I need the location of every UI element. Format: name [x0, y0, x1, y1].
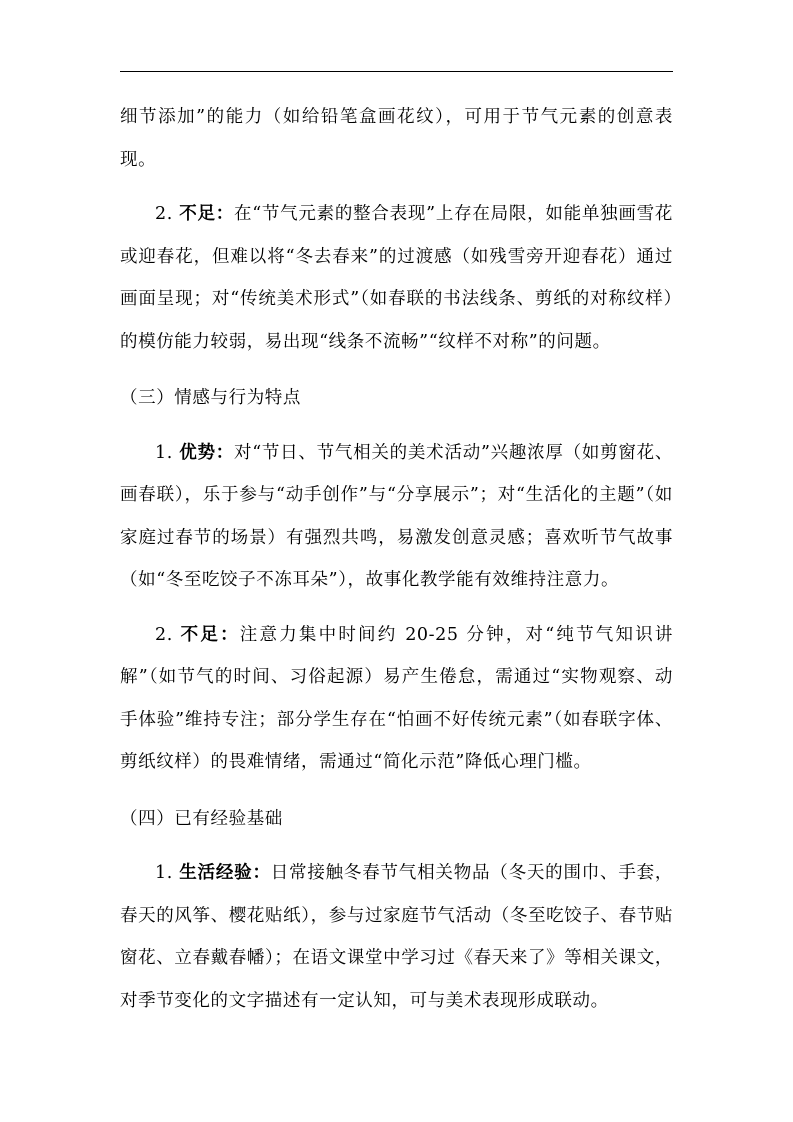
paragraph-shortcoming-emotion	[120, 614, 673, 784]
item-lead: 优势：	[179, 442, 234, 463]
item-text: 在“节气元素的整合表现”上存在局限，如能单独画雪花或迎春花，但难以将“冬去春来”的过渡感（如残雪旁开迎春花）通过画面呈现；对“传统美术形式”（如春联的书法线条、剪纸的对称纹样）的模仿能力较弱，易出现“线条不流畅”“纹样不对称”的问题。	[120, 204, 673, 352]
item-lead: 不足：	[180, 624, 240, 645]
spacer	[120, 181, 673, 193]
item-lead: 不足：	[179, 204, 234, 224]
paragraph-continuation: 细节添加”的能力（如给铅笔盒画花纹），可用于节气元素的创意表现。	[120, 107, 673, 170]
item-text: 日常接触冬春节气相关物品（冬天的围巾、手套，春天的风筝、樱花贴纸），参与过家庭节气活动（冬至吃饺子、春节贴窗花、立春戴春幡）；在语文课堂中学习过《春天来了》等相关课文，对季节变化的文字描述有一定认知，可与美术表现形成联动。	[120, 863, 674, 1011]
item-number: 1.	[155, 442, 180, 463]
section-heading-experience: （四）已有经验基础	[120, 808, 283, 829]
item-number: 2.	[155, 204, 180, 224]
paragraph-shortcoming-art	[120, 193, 673, 363]
item-number: 2.	[155, 624, 181, 645]
paragraph-strength-emotion	[120, 432, 673, 602]
item-lead: 生活经验：	[179, 863, 271, 883]
item-text: 对“节日、节气相关的美术活动”兴趣浓厚（如剪窗花、画春联），乐于参与“动手创作”与“分享展示”；对“生活化的主题”（如家庭过春节的场景）有强烈共鸣，易激发创意灵感；喜欢听节气故事（如“冬至吃饺子不冻耳朵”），故事化教学能有效维持注意力。	[120, 442, 673, 590]
document-body	[120, 96, 673, 1022]
header-rule	[120, 71, 673, 72]
item-number: 1.	[155, 863, 180, 883]
paragraph-life-experience	[120, 852, 673, 1022]
item-text: 注意力集中时间约 20-25 分钟，对“纯节气知识讲解”（如节气的时间、习俗起源）易产生倦怠，需通过“实物观察、动手体验”维持专注；部分学生存在“怕画不好传统元素”（如春联字体、剪纸纹样）的畏难情绪，需通过“简化示范”降低心理门槛。	[120, 624, 673, 772]
spacer	[120, 420, 673, 432]
section-heading-emotion: （三）情感与行为特点	[120, 388, 301, 408]
spacer	[120, 602, 673, 614]
spacer	[120, 840, 673, 852]
